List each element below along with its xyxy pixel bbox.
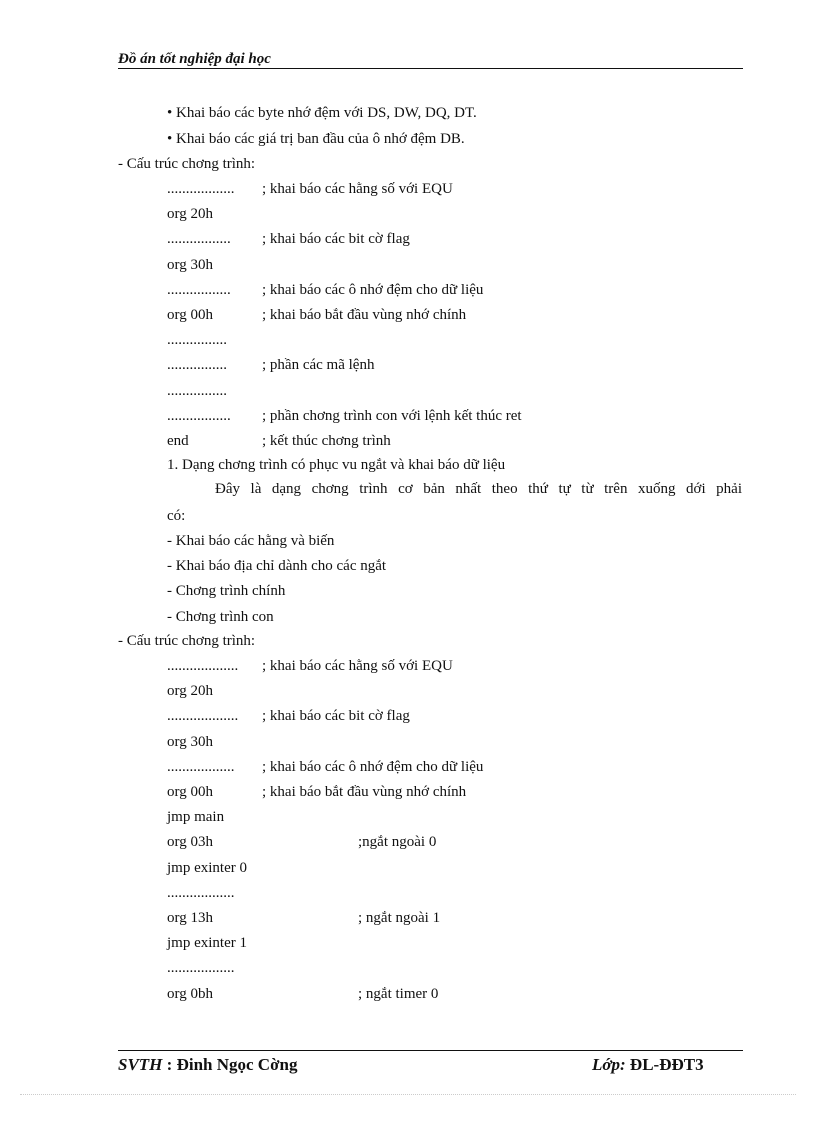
list-item: - Khai báo các hằng và biến [167, 533, 335, 549]
code-line-comment: ; khai báo các ô nhớ đệm cho dữ liệu [262, 281, 484, 298]
code-line-comment: ; phần chơng trình con với lệnh kết thúc ret [262, 407, 522, 424]
footer-author-role: SVTH [118, 1055, 163, 1074]
footer-class-role: Lớp: [592, 1055, 626, 1074]
code-line-label: ................... [167, 708, 239, 725]
footer-class [592, 1055, 704, 1075]
code-line-label: org 13h [167, 910, 213, 926]
bullet-initial-values: • Khai báo các giá trị ban đầu của ô nhớ đệm DB. [167, 131, 465, 147]
code-line-comment: ; ngắt timer 0 [358, 985, 439, 1002]
header-divider [118, 68, 743, 69]
code-line-label: ................ [167, 332, 227, 349]
code-line-label: org 20h [167, 206, 213, 223]
code-line-label: org 0bh [167, 985, 213, 1002]
code-line-label: ................... [167, 658, 239, 674]
code-line-label: jmp exinter 1 [167, 935, 247, 952]
code-line-comment: ; khai báo bắt đầu vùng nhớ chính [262, 307, 467, 323]
intro-paragraph-line-1: Đây là dạng chơng trình cơ bản nhất theo thứ tự từ trên xuống dới phải [215, 481, 742, 497]
code-line-label: ................. [167, 281, 231, 298]
code-line-comment: ;ngắt ngoài 0 [358, 834, 437, 851]
list-item: - Khai báo địa chỉ dành cho các ngắt [167, 558, 387, 575]
code-line-label: .................. [167, 884, 235, 901]
page-bottom-edge [20, 1094, 796, 1095]
code-line-comment: ; ngắt ngoài 1 [358, 910, 441, 926]
footer-class-value: ĐL-ĐĐT3 [629, 1055, 704, 1074]
bullet-byte-buffers: • Khai báo các byte nhớ đệm với DS, DW, DQ, DT. [167, 105, 477, 121]
structure-heading-1: - Cấu trúc chơng trình: [118, 156, 256, 172]
footer-author-name: : Đinh Ngọc Cờng [166, 1055, 298, 1074]
code-line-label: .................. [167, 960, 235, 977]
code-line-comment: ; khai báo các hằng số với EQU [262, 181, 453, 197]
code-line-label: ................. [167, 407, 231, 424]
code-line-label: org 30h [167, 256, 213, 273]
code-line-label: org 20h [167, 683, 213, 700]
code-line-label: org 00h [167, 307, 213, 323]
code-line-label: end [167, 433, 189, 449]
list-item: - Chơng trình con [167, 608, 274, 625]
footer-divider [118, 1050, 743, 1051]
list-item: - Chơng trình chính [167, 583, 286, 600]
code-line-label: org 30h [167, 733, 213, 750]
code-line-comment: ; khai báo các ô nhớ đệm cho dữ liệu [262, 758, 484, 775]
code-line-label: ................ [167, 382, 227, 399]
code-line-label: org 03h [167, 834, 213, 851]
intro-paragraph-line-2: có: [167, 508, 186, 524]
code-line-label: jmp exinter 0 [167, 859, 247, 876]
code-line-label: ................. [167, 231, 231, 248]
code-line-comment: ; phần các mã lệnh [262, 357, 375, 374]
structure-heading-2: - Cấu trúc chơng trình: [118, 633, 256, 649]
code-line-comment: ; khai báo các bit cờ flag [262, 231, 410, 248]
code-line-label: .................. [167, 758, 235, 775]
code-line-label: .................. [167, 181, 235, 197]
footer-author [118, 1055, 297, 1075]
code-line-label: ................ [167, 357, 227, 374]
code-line-comment: ; khai báo các hằng số với EQU [262, 658, 453, 674]
code-line-comment: ; kết thúc chơng trình [262, 433, 391, 449]
section-heading: 1. Dạng chơng trình có phục vu ngắt và khai báo dữ liệu [167, 457, 506, 473]
code-line-label: jmp main [167, 809, 225, 826]
code-line-label: org 00h [167, 784, 213, 800]
code-line-comment: ; khai báo các bit cờ flag [262, 708, 410, 725]
code-line-comment: ; khai báo bắt đầu vùng nhớ chính [262, 784, 467, 800]
header-title: Đồ án tốt nghiệp đại học [118, 51, 271, 67]
